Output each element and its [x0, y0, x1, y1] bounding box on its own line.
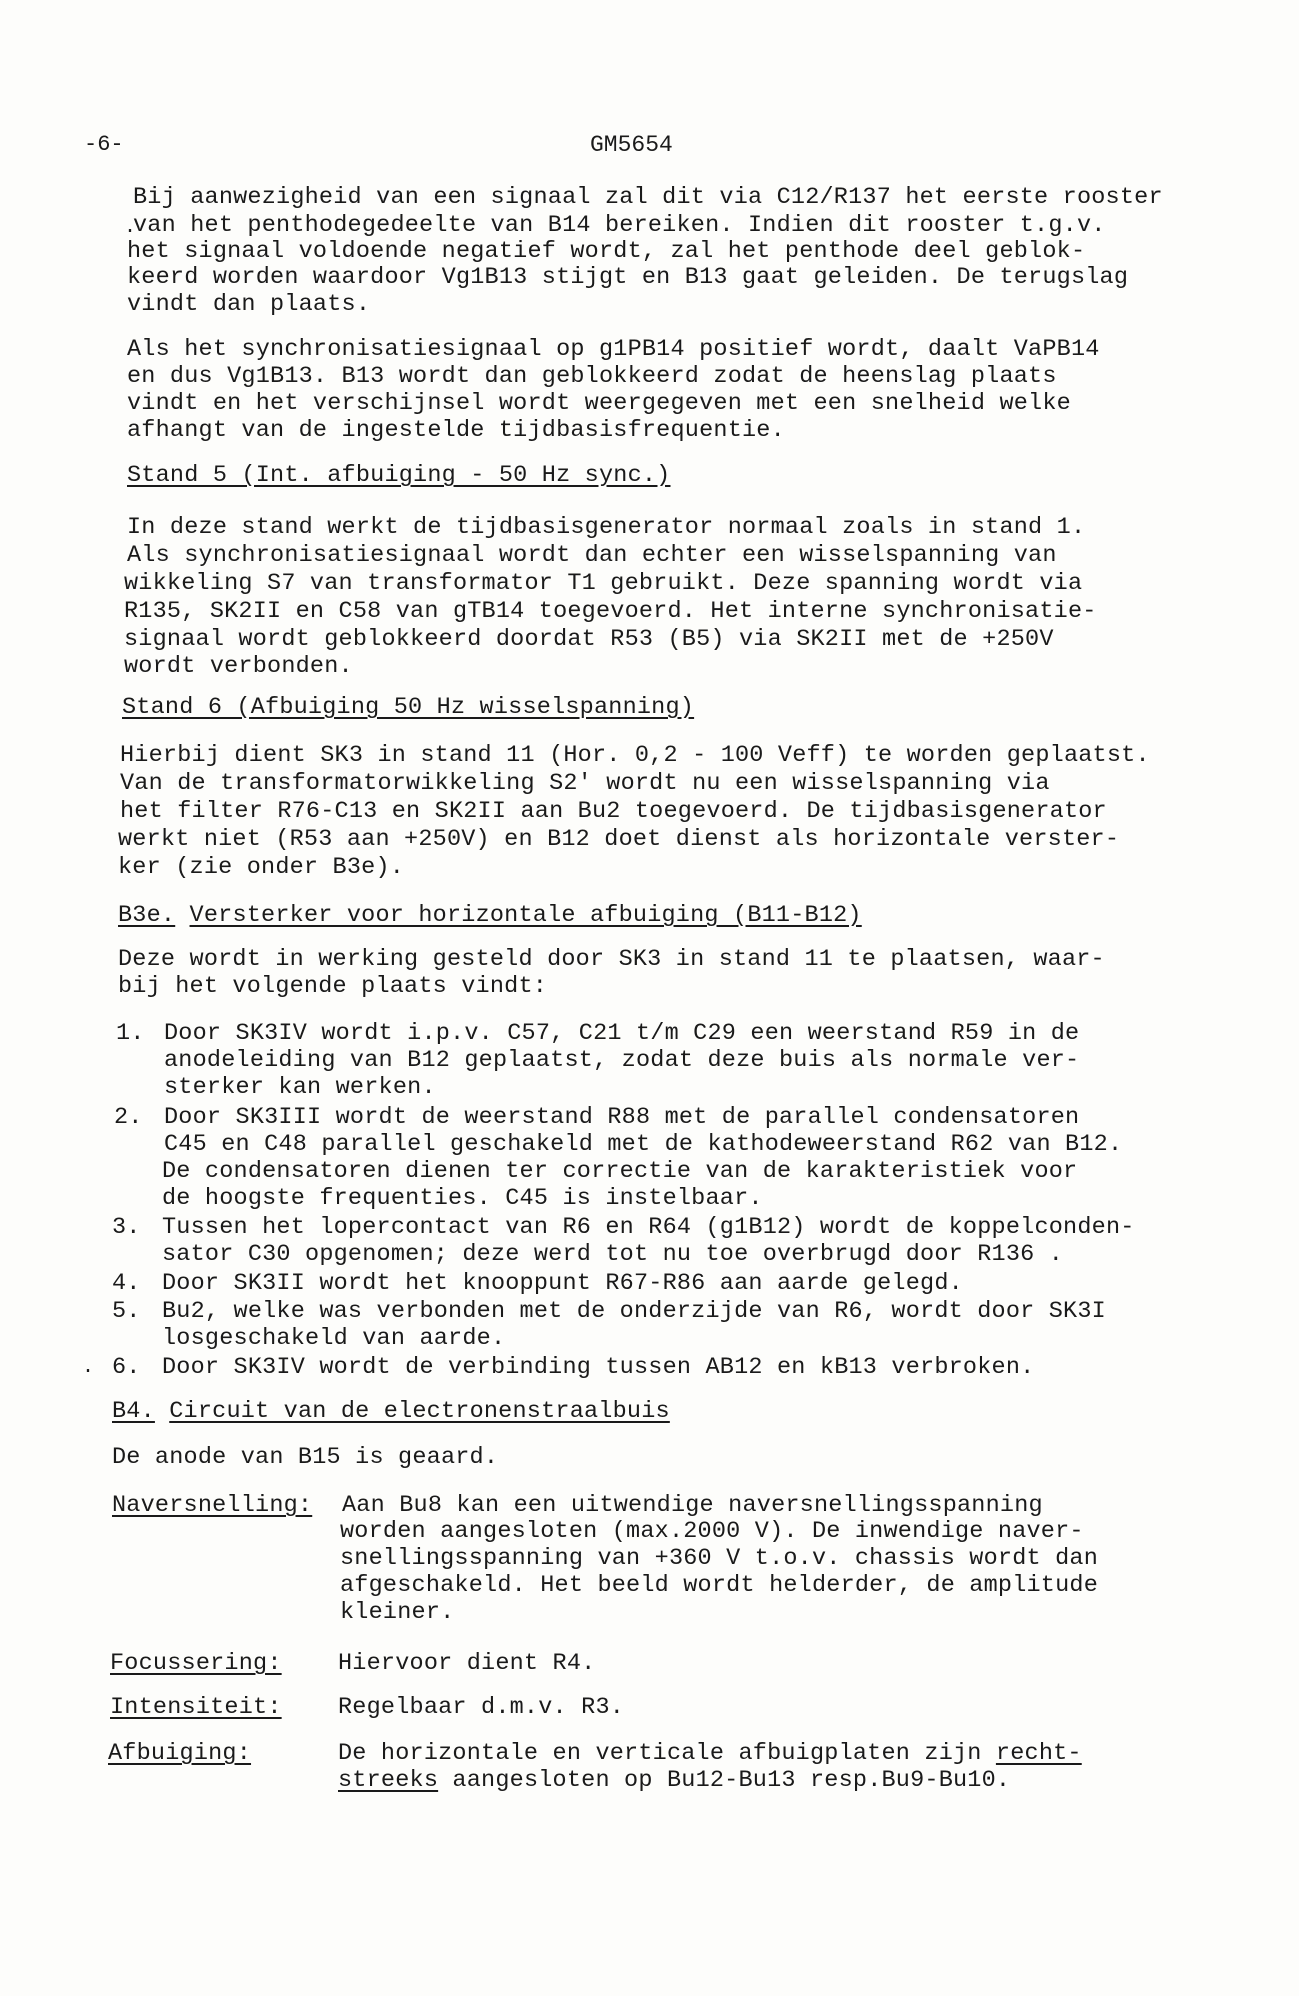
def-line: Regelbaar d.m.v. R3. [338, 1694, 625, 1721]
text-line: keerd worden waardoor Vg1B13 stijgt en B13 gaat geleiden. De terugslag [127, 264, 1129, 291]
heading-b3e-title: Versterker voor horizontale afbuiging (B11-B12) [189, 902, 862, 929]
text-line: bij het volgende plaats vindt: [118, 973, 548, 1000]
def-text: aangesloten op Bu12-Bu13 resp.Bu9-Bu10. [438, 1767, 1011, 1794]
document-code: GM5654 [590, 132, 673, 158]
page-number: -6- [84, 132, 124, 157]
heading-b3e [118, 902, 862, 929]
text-line: vindt dan plaats. [127, 291, 371, 318]
list-number: 2. [114, 1104, 143, 1131]
list-line: C45 en C48 parallel geschakeld met de kathodeweerstand R62 van B12. [164, 1131, 1123, 1158]
def-text-underlined: recht- [995, 1740, 1082, 1767]
b4-intro: De anode van B15 is geaard. [112, 1444, 499, 1471]
heading-b4 [112, 1398, 670, 1425]
def-line: kleiner. [340, 1599, 455, 1626]
heading-b4-prefix: B4. [112, 1398, 155, 1425]
def-text: De horizontale en verticale afbuigplaten zijn [338, 1740, 996, 1767]
list-line: Door SK3IV wordt i.p.v. C57, C21 t/m C29 een weerstand R59 in de [164, 1020, 1080, 1047]
list-number: 5. [112, 1298, 141, 1325]
list-line: Door SK3IV wordt de verbinding tussen AB12 en kB13 verbroken. [162, 1354, 1035, 1381]
text-line: het filter R76-C13 en SK2II aan Bu2 toegevoerd. De tijdbasisgenerator [120, 798, 1107, 825]
list-number: 4. [112, 1270, 141, 1297]
heading-stand-5: Stand 5 (Int. afbuiging - 50 Hz sync.) [127, 462, 671, 489]
list-line: Bu2, welke was verbonden met de onderzijde van R6, wordt door SK3I [162, 1298, 1106, 1325]
list-line: Tussen het lopercontact van R6 en R64 (g1B12) wordt de koppelconden- [162, 1214, 1135, 1241]
heading-b4-title: Circuit van de electronenstraalbuis [169, 1398, 670, 1425]
list-line: sator C30 opgenomen; deze werd tot nu toe overbrugd door R136 . [162, 1241, 1064, 1268]
list-line: Door SK3III wordt de weerstand R88 met de parallel condensatoren [164, 1104, 1080, 1131]
text-line: Als synchronisatiesignaal wordt dan echter een wisselspanning van [127, 542, 1057, 569]
list-line: sterker kan werken. [164, 1074, 436, 1101]
list-line: De condensatoren dienen ter correctie van de karakteristiek voor [162, 1158, 1078, 1185]
text-line: In deze stand werkt de tijdbasisgenerator normaal zoals in stand 1. [127, 514, 1086, 541]
def-line: afgeschakeld. Het beeld wordt helderder, de amplitude [340, 1572, 1099, 1599]
text-line: Bij aanwezigheid van een signaal zal dit via C12/R137 het eerste rooster [133, 184, 1163, 211]
term-intensiteit: Intensiteit: [110, 1694, 282, 1721]
def-line: Hiervoor dient R4. [338, 1650, 596, 1677]
list-line: losgeschakeld van aarde. [162, 1325, 506, 1352]
text-line: Van de transformatorwikkeling S2' wordt nu een wisselspanning via [120, 770, 1050, 797]
text-line: signaal wordt geblokkeerd doordat R53 (B5) via SK2II met de +250V [124, 626, 1054, 653]
list-line: Door SK3II wordt het knooppunt R67-R86 aan aarde gelegd. [162, 1270, 963, 1297]
heading-stand-6: Stand 6 (Afbuiging 50 Hz wisselspanning) [122, 694, 695, 721]
term-focussering: Focussering: [110, 1650, 282, 1677]
text-line: Deze wordt in werking gesteld door SK3 in stand 11 te plaatsen, waar- [118, 946, 1105, 973]
text-line: ker (zie onder B3e). [118, 854, 405, 881]
margin-dot: . [124, 216, 137, 239]
text-line: afhangt van de ingestelde tijdbasisfrequentie. [127, 417, 785, 444]
list-line: anodeleiding van B12 geplaatst, zodat deze buis als normale ver- [164, 1047, 1080, 1074]
margin-dot: . [82, 1356, 95, 1379]
def-line: Aan Bu8 kan een uitwendige naversnellingsspanning [342, 1492, 1043, 1519]
def-line: worden aangesloten (max.2000 V). De inwendige naver- [340, 1518, 1084, 1545]
list-number: 1. [116, 1020, 145, 1047]
text-line: wikkeling S7 van transformator T1 gebruikt. Deze spanning wordt via [124, 570, 1083, 597]
def-line: snellingsspanning van +360 V t.o.v. chassis wordt dan [340, 1545, 1099, 1572]
def-line-afbuiging-2 [338, 1767, 1010, 1794]
term-naversnelling: Naversnelling: [112, 1492, 313, 1519]
text-line: en dus Vg1B13. B13 wordt dan geblokkeerd zodat de heenslag plaats [127, 363, 1057, 390]
list-number: 3. [112, 1214, 141, 1241]
list-line: de hoogste frequenties. C45 is instelbaar. [162, 1185, 763, 1212]
text-line: wordt verbonden. [124, 653, 353, 680]
text-line: werkt niet (R53 aan +250V) en B12 doet dienst als horizontale verster- [118, 826, 1120, 853]
text-line: het signaal voldoende negatief wordt, zal het penthode deel geblok- [127, 238, 1086, 265]
heading-b3e-prefix: B3e. [118, 902, 176, 929]
text-line: vindt en het verschijnsel wordt weergegeven met een snelheid welke [127, 390, 1071, 417]
text-line: van het penthodegedeelte van B14 bereiken. Indien dit rooster t.g.v. [133, 212, 1106, 239]
def-text-underlined: streeks [338, 1767, 439, 1794]
list-number: 6. [112, 1354, 141, 1381]
text-line: Hierbij dient SK3 in stand 11 (Hor. 0,2 - 100 Veff) te worden geplaatst. [120, 742, 1150, 769]
text-line: R135, SK2II en C58 van gTB14 toegevoerd. Het interne synchronisatie- [124, 598, 1097, 625]
text-line: Als het synchronisatiesignaal op g1PB14 positief wordt, daalt VaPB14 [127, 336, 1100, 363]
term-afbuiging: Afbuiging: [108, 1740, 252, 1767]
def-line-afbuiging-1 [338, 1740, 1082, 1767]
